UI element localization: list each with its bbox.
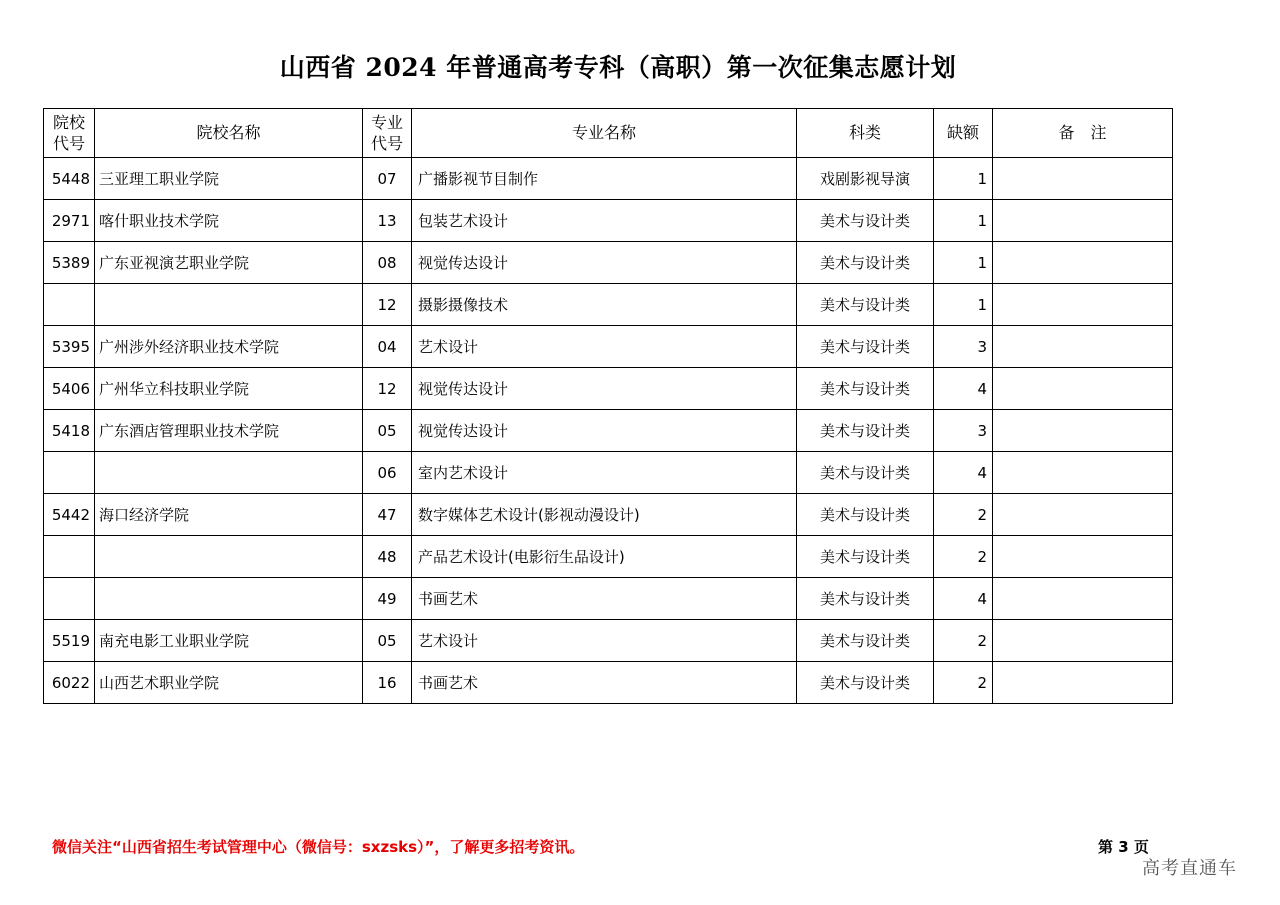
table-row — [44, 326, 1173, 368]
cell-major-code: 48 — [363, 536, 412, 578]
cell-major-name: 摄影摄像技术 — [412, 284, 797, 326]
cell-school-code: 5406 — [44, 368, 95, 410]
cell-category: 美术与设计类 — [797, 578, 934, 620]
cell-category: 美术与设计类 — [797, 620, 934, 662]
cell-vacancy: 4 — [934, 578, 993, 620]
table-header-row — [44, 109, 1173, 158]
admissions-plan-table — [43, 108, 1173, 704]
table-row — [44, 284, 1173, 326]
cell-major-name: 书画艺术 — [412, 662, 797, 704]
cell-major-name: 产品艺术设计(电影衍生品设计) — [412, 536, 797, 578]
header-school-name: 院校名称 — [95, 109, 363, 158]
table-row — [44, 410, 1173, 452]
cell-major-code: 05 — [363, 620, 412, 662]
cell-school-name: 广州涉外经济职业技术学院 — [95, 326, 363, 368]
cell-remarks — [993, 494, 1173, 536]
cell-major-code: 06 — [363, 452, 412, 494]
cell-major-code: 08 — [363, 242, 412, 284]
cell-remarks — [993, 368, 1173, 410]
cell-remarks — [993, 578, 1173, 620]
cell-school-code — [44, 536, 95, 578]
cell-vacancy: 3 — [934, 410, 993, 452]
cell-school-name: 喀什职业技术学院 — [95, 200, 363, 242]
cell-school-name: 广州华立科技职业学院 — [95, 368, 363, 410]
cell-remarks — [993, 158, 1173, 200]
cell-school-code — [44, 284, 95, 326]
cell-school-name: 三亚理工职业学院 — [95, 158, 363, 200]
cell-school-code: 6022 — [44, 662, 95, 704]
cell-school-code: 5519 — [44, 620, 95, 662]
cell-major-name: 视觉传达设计 — [412, 410, 797, 452]
cell-category: 美术与设计类 — [797, 410, 934, 452]
cell-category: 美术与设计类 — [797, 368, 934, 410]
header-vacancy: 缺额 — [934, 109, 993, 158]
cell-remarks — [993, 410, 1173, 452]
cell-category: 美术与设计类 — [797, 494, 934, 536]
cell-category: 美术与设计类 — [797, 452, 934, 494]
cell-vacancy: 2 — [934, 536, 993, 578]
table-row — [44, 158, 1173, 200]
cell-school-code — [44, 578, 95, 620]
cell-school-name: 广东亚视演艺职业学院 — [95, 242, 363, 284]
cell-major-name: 室内艺术设计 — [412, 452, 797, 494]
cell-school-code: 5389 — [44, 242, 95, 284]
table-row — [44, 578, 1173, 620]
cell-major-name: 书画艺术 — [412, 578, 797, 620]
cell-major-name: 数字媒体艺术设计(影视动漫设计) — [412, 494, 797, 536]
cell-remarks — [993, 284, 1173, 326]
cell-remarks — [993, 662, 1173, 704]
cell-school-name: 广东酒店管理职业技术学院 — [95, 410, 363, 452]
cell-category: 美术与设计类 — [797, 200, 934, 242]
cell-vacancy: 1 — [934, 284, 993, 326]
cell-school-name — [95, 284, 363, 326]
cell-school-code: 5442 — [44, 494, 95, 536]
table-row — [44, 494, 1173, 536]
cell-remarks — [993, 242, 1173, 284]
watermark-text: 高考直通车 — [1142, 858, 1237, 879]
header-category: 科类 — [797, 109, 934, 158]
table-row — [44, 368, 1173, 410]
cell-school-code: 5395 — [44, 326, 95, 368]
cell-school-name — [95, 452, 363, 494]
cell-school-code: 5448 — [44, 158, 95, 200]
cell-major-code: 12 — [363, 284, 412, 326]
cell-vacancy: 1 — [934, 242, 993, 284]
cell-major-name: 视觉传达设计 — [412, 242, 797, 284]
cell-category: 美术与设计类 — [797, 536, 934, 578]
cell-vacancy: 3 — [934, 326, 993, 368]
page-number: 第 3 页 — [1098, 838, 1149, 856]
table-row — [44, 452, 1173, 494]
cell-category: 美术与设计类 — [797, 242, 934, 284]
table-row — [44, 620, 1173, 662]
cell-remarks — [993, 620, 1173, 662]
cell-major-code: 16 — [363, 662, 412, 704]
cell-school-name — [95, 578, 363, 620]
cell-major-code: 12 — [363, 368, 412, 410]
cell-category: 美术与设计类 — [797, 662, 934, 704]
cell-vacancy: 4 — [934, 368, 993, 410]
cell-vacancy: 2 — [934, 662, 993, 704]
cell-vacancy: 4 — [934, 452, 993, 494]
table-row — [44, 536, 1173, 578]
footer-wechat-note: 微信关注“山西省招生考试管理中心（微信号：sxzsks）”，了解更多招考资讯。 — [52, 838, 585, 856]
cell-major-code: 05 — [363, 410, 412, 452]
cell-school-code: 2971 — [44, 200, 95, 242]
cell-major-code: 13 — [363, 200, 412, 242]
cell-major-name: 艺术设计 — [412, 620, 797, 662]
cell-major-name: 广播影视节目制作 — [412, 158, 797, 200]
cell-vacancy: 1 — [934, 200, 993, 242]
cell-major-name: 艺术设计 — [412, 326, 797, 368]
cell-vacancy: 1 — [934, 158, 993, 200]
table-row — [44, 662, 1173, 704]
cell-school-name: 山西艺术职业学院 — [95, 662, 363, 704]
cell-school-code — [44, 452, 95, 494]
header-school-code: 院校代号 — [44, 109, 95, 158]
cell-major-name: 包装艺术设计 — [412, 200, 797, 242]
cell-major-code: 49 — [363, 578, 412, 620]
cell-school-name — [95, 536, 363, 578]
page-title: 山西省 2024 年普通高考专科（高职）第一次征集志愿计划 — [279, 53, 957, 82]
table-row — [44, 200, 1173, 242]
cell-remarks — [993, 536, 1173, 578]
cell-major-name: 视觉传达设计 — [412, 368, 797, 410]
cell-school-name: 南充电影工业职业学院 — [95, 620, 363, 662]
cell-category: 戏剧影视导演 — [797, 158, 934, 200]
header-major-code: 专业代号 — [363, 109, 412, 158]
table-body — [44, 158, 1173, 704]
cell-vacancy: 2 — [934, 494, 993, 536]
cell-category: 美术与设计类 — [797, 284, 934, 326]
cell-school-code: 5418 — [44, 410, 95, 452]
cell-vacancy: 2 — [934, 620, 993, 662]
header-remarks: 备 注 — [993, 109, 1173, 158]
header-major-name: 专业名称 — [412, 109, 797, 158]
cell-school-name: 海口经济学院 — [95, 494, 363, 536]
cell-major-code: 07 — [363, 158, 412, 200]
cell-category: 美术与设计类 — [797, 326, 934, 368]
table-row — [44, 242, 1173, 284]
cell-major-code: 04 — [363, 326, 412, 368]
cell-remarks — [993, 326, 1173, 368]
cell-major-code: 47 — [363, 494, 412, 536]
cell-remarks — [993, 452, 1173, 494]
cell-remarks — [993, 200, 1173, 242]
